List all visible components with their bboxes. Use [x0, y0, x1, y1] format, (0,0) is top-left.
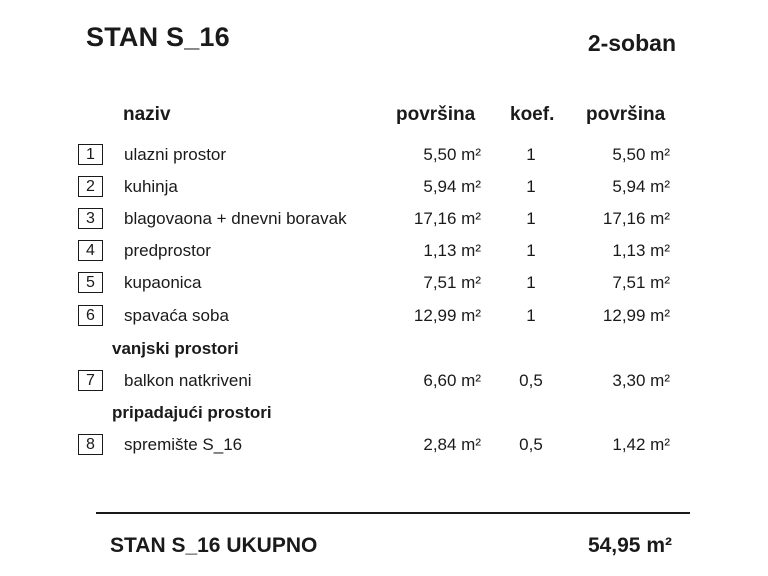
- room-total: 3,30 m²: [612, 371, 670, 390]
- page-title: STAN S_16: [86, 22, 230, 52]
- header-coef: koef.: [510, 104, 555, 125]
- room-area: 7,51 m²: [423, 273, 481, 292]
- room-name: kupaonica: [124, 273, 202, 292]
- room-coef: 1: [526, 209, 536, 228]
- room-name: spremište S_16: [124, 435, 243, 454]
- table-row: [0, 433, 768, 459]
- room-total: 1,13 m²: [612, 241, 670, 260]
- header-total: površina: [586, 104, 666, 125]
- room-coef: 1: [526, 273, 536, 292]
- room-area: 12,99 m²: [413, 306, 481, 325]
- summary-value: 54,95 m²: [587, 534, 672, 557]
- room-area: 6,60 m²: [423, 371, 481, 390]
- room-area: 5,94 m²: [423, 177, 481, 196]
- table-row: [0, 304, 768, 330]
- room-coef: 1: [526, 145, 536, 164]
- table-row: [0, 239, 768, 265]
- room-coef: 0,5: [519, 435, 543, 454]
- room-total: 17,16 m²: [602, 209, 670, 228]
- room-total: 5,94 m²: [612, 177, 670, 196]
- room-name: predprostor: [124, 241, 211, 260]
- section-heading-belonging: pripadajući prostori: [112, 403, 272, 422]
- room-coef: 1: [526, 177, 536, 196]
- row-number: 3: [78, 208, 103, 229]
- row-number: 5: [78, 272, 103, 293]
- table-row: [0, 207, 768, 233]
- room-coef: 1: [526, 306, 536, 325]
- room-area: 1,13 m²: [423, 241, 481, 260]
- row-number: 4: [78, 240, 103, 261]
- room-total: 7,51 m²: [612, 273, 670, 292]
- table-row: [0, 175, 768, 201]
- row-number: 7: [78, 370, 103, 391]
- row-number: 8: [78, 434, 103, 455]
- table-row: [0, 369, 768, 395]
- room-total: 12,99 m²: [602, 306, 670, 325]
- room-total: 1,42 m²: [612, 435, 670, 454]
- row-number: 6: [78, 305, 103, 326]
- header-area: površina: [396, 104, 476, 125]
- section-heading-outdoor: vanjski prostori: [112, 339, 239, 358]
- room-coef: 0,5: [519, 371, 543, 390]
- room-total: 5,50 m²: [612, 145, 670, 164]
- room-area: 17,16 m²: [413, 209, 481, 228]
- row-number: 2: [78, 176, 103, 197]
- room-name: spavaća soba: [124, 306, 229, 325]
- room-name: blagovaona + dnevni boravak: [124, 209, 347, 228]
- room-coef: 1: [526, 241, 536, 260]
- header-name: naziv: [123, 104, 171, 125]
- room-type-label: 2-soban: [587, 30, 676, 56]
- row-number: 1: [78, 144, 103, 165]
- room-name: kuhinja: [124, 177, 178, 196]
- table-row: [0, 143, 768, 169]
- table-row: [0, 271, 768, 297]
- room-area: 5,50 m²: [423, 145, 481, 164]
- summary-divider: [96, 512, 690, 514]
- room-area: 2,84 m²: [423, 435, 481, 454]
- room-name: ulazni prostor: [124, 145, 227, 164]
- room-name: balkon natkriveni: [124, 371, 252, 390]
- summary-label: STAN S_16 UKUPNO: [110, 534, 318, 557]
